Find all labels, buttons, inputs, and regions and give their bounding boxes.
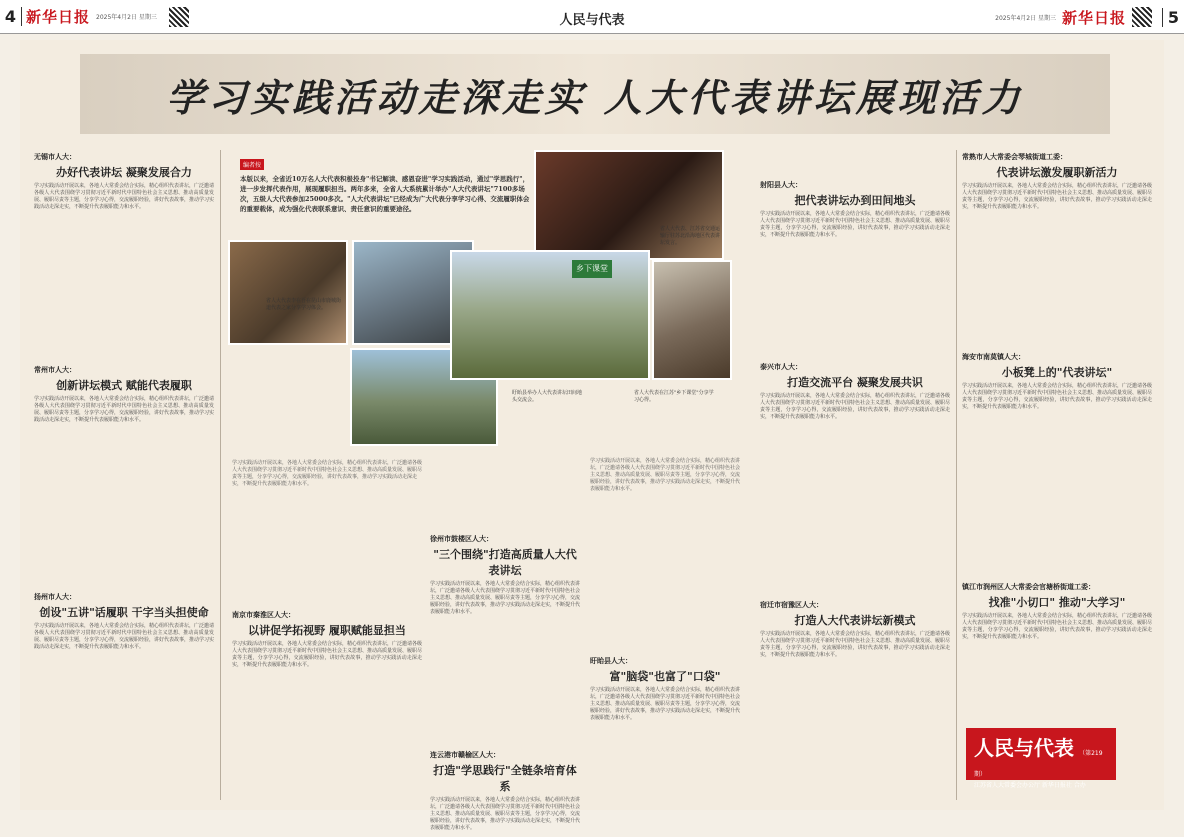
photo-caption: 盱眙县举办人大代表讲坛田间地头交流会。	[512, 390, 583, 403]
photo-caption: 省人大代表、江苏省交通运输厅驻苏北沿海地区代表讲坛发言。	[660, 226, 721, 246]
newspaper-logo-right: 新华日报	[1061, 8, 1126, 27]
photo-meeting-room	[228, 240, 348, 345]
article-wuxi	[34, 152, 214, 383]
article-ganyu	[430, 750, 580, 837]
left-date: 2025年4月2日 星期三	[96, 14, 157, 21]
photo-caption: 省人大代表李在吾在昆山市鹿城街道代表之家分享学习体会。	[266, 298, 342, 311]
article-body: 学习实践活动开展以来，各地人大常委会结合实际，精心组织代表讲坛，广泛邀请各级人大代表围绕学习贯彻习近平新时代中国特色社会主义思想、推动高质量发展、履职尽责等主题，分享学习心得，交流履职经验，讲好代表故事，推动学习实践活动走深走实，不断提升代表履职能力和水平。	[962, 383, 1153, 410]
qr-code-icon	[169, 7, 189, 27]
article-dept: 连云港市赣榆区人大：	[430, 751, 500, 759]
article-headline: 创设"五讲"话履职 干字当头担使命	[39, 606, 209, 619]
brand-issue: （第219期）	[974, 750, 1103, 778]
article-headline: 打造"学思践行"全链条培育体系	[433, 764, 577, 793]
article-body: 学习实践活动开展以来，各地人大常委会结合实际，精心组织代表讲坛，广泛邀请各级人大代表围绕学习贯彻习近平新时代中国特色社会主义思想、推动高质量发展、履职尽责等主题，分享学习心得，交流履职经验，讲好代表故事，推动学习实践活动走深走实，不断提升代表履职能力和水平。	[430, 797, 581, 831]
photo-caption: 省人大代表在江苏"乡下课堂"分享学习心得。	[634, 390, 714, 403]
masthead	[0, 0, 1184, 34]
article-changzhou	[34, 365, 214, 606]
article-headline: "三个围绕"打造高质量人大代表讲坛	[433, 548, 577, 577]
column-divider	[220, 150, 221, 800]
article-body: 学习实践活动开展以来，各地人大常委会结合实际，精心组织代表讲坛，广泛邀请各级人大代表围绕学习贯彻习近平新时代中国特色社会主义思想、推动高质量发展、履职尽责等主题，分享学习心得，交流履职经验，讲好代表故事，推动学习实践活动走深走实，不断提升代表履职能力和水平。	[232, 641, 423, 668]
article-dept: 无锡市人大：	[34, 153, 76, 161]
article-runzhou	[962, 582, 1152, 713]
article-body: 学习实践活动开展以来，各地人大常委会结合实际，精心组织代表讲坛，广泛邀请各级人大代表围绕学习贯彻习近平新时代中国特色社会主义思想、推动高质量发展、履职尽责等主题，分享学习心得，交流履职经验，讲好代表故事，推动学习实践活动走深走实，不断提升代表履职能力和水平。	[34, 183, 215, 210]
article-body: 学习实践活动开展以来，各地人大常委会结合实际，精心组织代表讲坛，广泛邀请各级人大代表围绕学习贯彻习近平新时代中国特色社会主义思想、推动高质量发展、履职尽责等主题，分享学习心得，交流履职经验，讲好代表故事，推动学习实践活动走深走实，不断提升代表履职能力和水平。	[590, 687, 741, 721]
photo-field-group	[450, 250, 650, 380]
qr-code-icon	[1132, 7, 1152, 27]
article-headline: 以讲促学拓视野 履职赋能显担当	[248, 624, 406, 637]
article-dept: 常州市人大：	[34, 366, 76, 374]
banner-title: 学习实践活动走深走实 人大代表讲坛展现活力	[166, 75, 1024, 120]
article-body: 学习实践活动开展以来，各地人大常委会结合实际，精心组织代表讲坛，广泛邀请各级人大代表围绕学习贯彻习近平新时代中国特色社会主义思想、推动高质量发展、履职尽责等主题，分享学习心得，交流履职经验，讲好代表故事，推动学习实践活动走深走实，不断提升代表履职能力和水平。	[34, 623, 215, 650]
article-taixing	[760, 362, 950, 583]
article-nanjing	[232, 610, 422, 791]
article-headline: 打造交流平台 凝聚发展共识	[787, 376, 923, 389]
right-date: 2025年4月2日 星期三	[995, 14, 1056, 22]
article-dept: 镇江市润州区人大常委会官塘桥街道工委：	[962, 583, 1095, 591]
article-dept: 射阳县人大：	[760, 181, 802, 189]
brand-sub: 江苏省人大常委会办公厅 新华日报社 合办	[974, 782, 1086, 789]
right-page-number: 5	[1162, 8, 1184, 27]
article-headline: 把代表讲坛办到田间地头	[794, 194, 916, 207]
article-body: 学习实践活动开展以来，各地人大常委会结合实际，精心组织代表讲坛，广泛邀请各级人大代表围绕学习贯彻习近平新时代中国特色社会主义思想、推动高质量发展、履职尽责等主题，分享学习心得，交流履职经验，讲好代表故事，推动学习实践活动走深走实，不断提升代表履职能力和水平。	[232, 460, 423, 487]
article-xuzhou	[430, 534, 580, 761]
article-headline: 创新讲坛模式 赋能代表履职	[56, 379, 192, 392]
article-body: 学习实践活动开展以来，各地人大常委会结合实际，精心组织代表讲坛，广泛邀请各级人大代表围绕学习贯彻习近平新时代中国特色社会主义思想、推动高质量发展、履职尽责等主题，分享学习心得，交流履职经验，讲好代表故事，推动学习实践活动走深走实，不断提升代表履职能力和水平。	[760, 393, 951, 420]
article-dept: 泰兴市人大：	[760, 363, 802, 371]
column-brand-box	[966, 728, 1116, 789]
article-body: 学习实践活动开展以来，各地人大常委会结合实际，精心组织代表讲坛，广泛邀请各级人大代表围绕学习贯彻习近平新时代中国特色社会主义思想、推动高质量发展、履职尽责等主题，分享学习心得，交流履职经验，讲好代表故事，推动学习实践活动走深走实，不断提升代表履职能力和水平。	[590, 458, 741, 492]
photo-outdoor-talk	[652, 260, 732, 380]
article-haian	[962, 352, 1152, 583]
article-headline: 代表讲坛激发履职新活力	[996, 166, 1118, 179]
article-body: 学习实践活动开展以来，各地人大常委会结合实际，精心组织代表讲坛，广泛邀请各级人大代表围绕学习贯彻习近平新时代中国特色社会主义思想、推动高质量发展、履职尽责等主题，分享学习心得，交流履职经验，讲好代表故事，推动学习实践活动走深走实，不断提升代表履职能力和水平。	[34, 396, 215, 423]
article-yangzhou	[34, 592, 214, 783]
brand-name: 人民与代表	[974, 736, 1074, 760]
article-body: 学习实践活动开展以来，各地人大常委会结合实际，精心组织代表讲坛，广泛邀请各级人大代表围绕学习贯彻习近平新时代中国特色社会主义思想、推动高质量发展、履职尽责等主题，分享学习心得，交流履职经验，讲好代表故事，推动学习实践活动走深走实，不断提升代表履职能力和水平。	[760, 631, 951, 658]
article-body: 学习实践活动开展以来，各地人大常委会结合实际，精心组织代表讲坛，广泛邀请各级人大代表围绕学习贯彻习近平新时代中国特色社会主义思想、推动高质量发展、履职尽责等主题，分享学习心得，交流履职经验，讲好代表故事，推动学习实践活动走深走实，不断提升代表履职能力和水平。	[430, 581, 581, 615]
left-page-number: 4	[0, 7, 22, 26]
article-dept: 扬州市人大：	[34, 593, 76, 601]
article-dept: 徐州市鼓楼区人大：	[430, 535, 493, 543]
field-class-sign: 乡下课堂	[572, 260, 612, 278]
article-sheyang	[760, 180, 950, 351]
article-headline: 富"脑袋"也富了"口袋"	[609, 670, 721, 683]
article-dept: 常熟市人大常委会琴城街道工委：	[962, 153, 1067, 161]
article-headline: 打造人大代表讲坛新模式	[794, 614, 916, 627]
article-headline: 办好代表讲坛 凝聚发展合力	[56, 166, 192, 179]
banner	[80, 54, 1110, 134]
article-body: 学习实践活动开展以来，各地人大常委会结合实际，精心组织代表讲坛，广泛邀请各级人大代表围绕学习贯彻习近平新时代中国特色社会主义思想、推动高质量发展、履职尽责等主题，分享学习心得，交流履职经验，讲好代表故事，推动学习实践活动走深走实，不断提升代表履职能力和水平。	[962, 183, 1153, 210]
article-suyu	[760, 600, 950, 791]
article-changshu	[962, 152, 1152, 353]
article-headline: 找准"小切口" 推动"大学习"	[988, 596, 1126, 609]
article-dept: 海安市南莫镇人大：	[962, 353, 1025, 361]
page-sheet	[20, 40, 1164, 831]
editor-note-tag: 编者按	[240, 159, 264, 170]
masthead-right	[989, 0, 1184, 34]
editor-note-text: 本版以来，全省近10万名人大代表积极投身"书记解读、感恩奋进"学习实践活动，通过"学思践行"，进一步发挥代表作用，展现履职担当。两年多来，全省人大系统累计举办"人大代表讲坛"7100多场次，五级人大代表参加25000多次。"人大代表讲坛"已经成为广大代表分享学习心得、交流履职体会的重要载体，成为强化代表联系意识、责任意识的重要途径。	[240, 175, 530, 213]
article-body: 学习实践活动开展以来，各地人大常委会结合实际，精心组织代表讲坛，广泛邀请各级人大代表围绕学习贯彻习近平新时代中国特色社会主义思想、推动高质量发展、履职尽责等主题，分享学习心得，交流履职经验，讲好代表故事，推动学习实践活动走深走实，不断提升代表履职能力和水平。	[760, 211, 951, 238]
section-title: 人民与代表	[559, 13, 625, 28]
article-headline: 小板凳上的"代表讲坛"	[1001, 366, 1113, 379]
article-dept: 南京市秦淮区人大：	[232, 611, 295, 619]
column-divider	[956, 150, 957, 800]
article-xuyi	[590, 656, 740, 807]
article-body: 学习实践活动开展以来，各地人大常委会结合实际，精心组织代表讲坛，广泛邀请各级人大代表围绕学习贯彻习近平新时代中国特色社会主义思想、推动高质量发展、履职尽责等主题，分享学习心得，交流履职经验，讲好代表故事，推动学习实践活动走深走实，不断提升代表履职能力和水平。	[962, 613, 1153, 640]
article-dept: 盱眙县人大：	[590, 657, 632, 665]
editor-note	[240, 152, 530, 214]
newspaper-logo-left: 新华日报	[26, 8, 91, 26]
article-dept: 宿迁市宿豫区人大：	[760, 601, 823, 609]
